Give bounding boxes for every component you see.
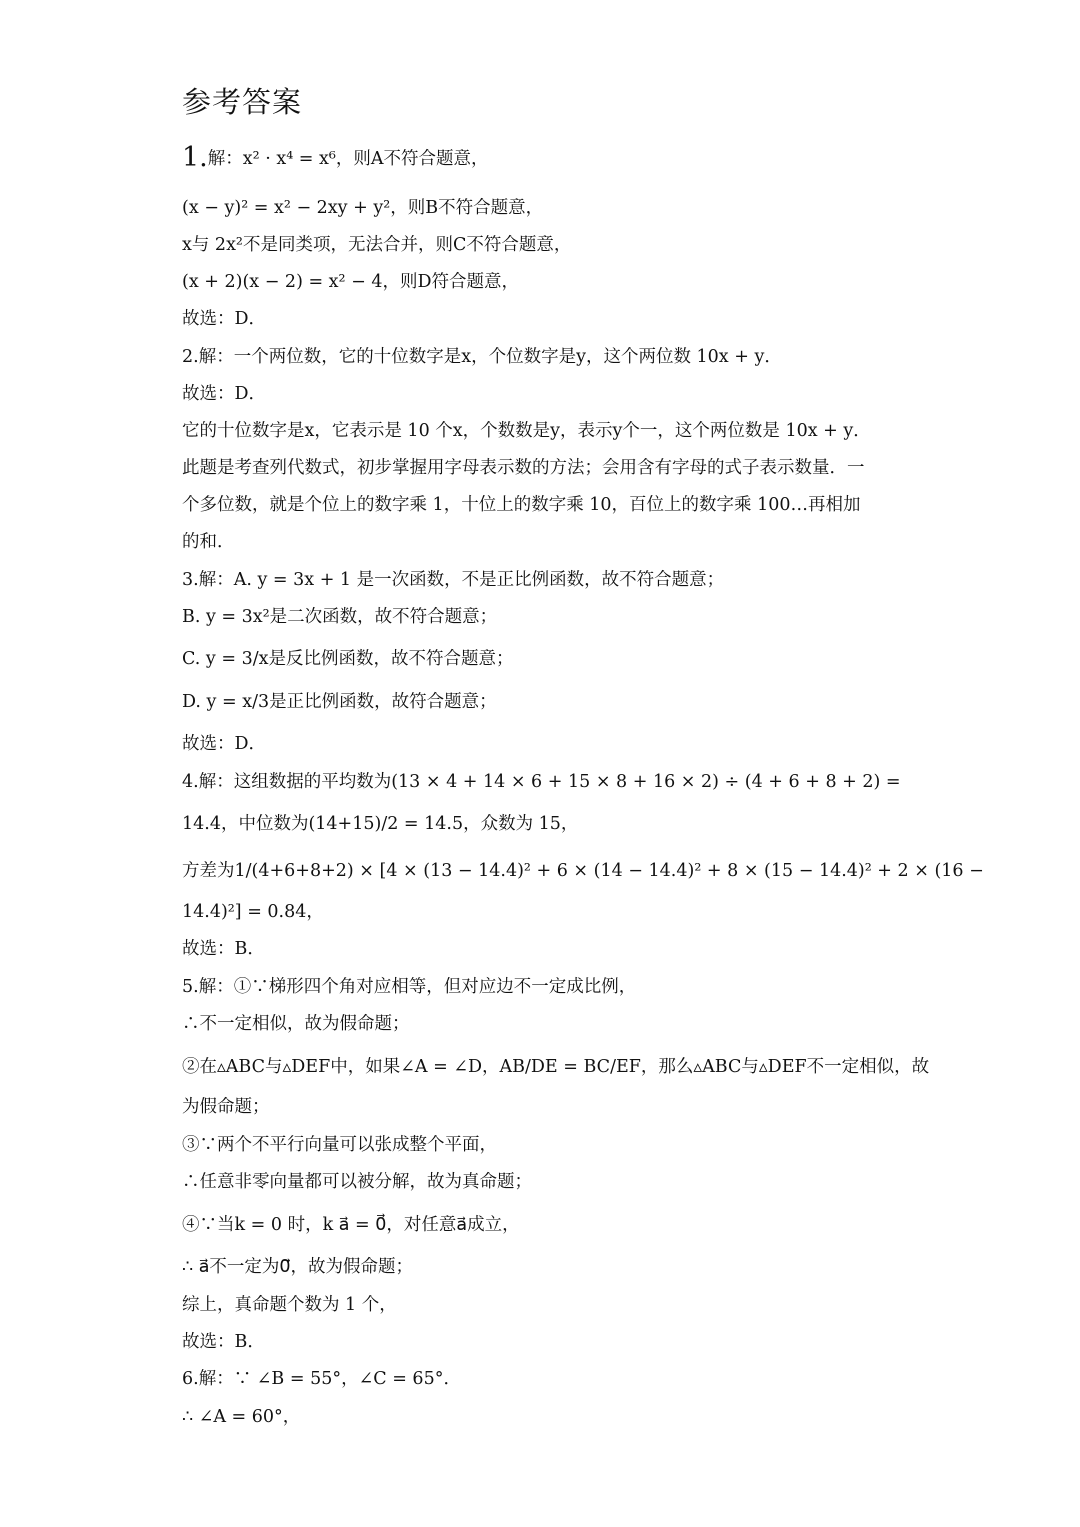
- answer-line: ∴ ∠A = 60°，: [182, 1407, 301, 1427]
- answer-line: x与 2x²不是同类项，无法合并，则C不符合题意，: [182, 235, 572, 255]
- answer-line: 6.解：∵ ∠B = 55°，∠C = 65°．: [182, 1369, 461, 1389]
- answer-line: 5.解：①∵梯形四个角对应相等，但对应边不一定成比例，: [182, 977, 637, 997]
- question-number: 1.: [182, 142, 208, 173]
- answer-line: ②在▵ABC与▵DEF中，如果∠A = ∠D，AB/DE = BC/EF，那么▵ABC与▵DEF不一定相似，故: [182, 1057, 930, 1077]
- answer-line: 故选：B．: [182, 1332, 265, 1352]
- answer-text: 解：x² · x⁴ = x⁶，则A不符合题意，: [207, 149, 489, 169]
- answer-line: 方差为1/(4+6+8+2) × [4 × (13 − 14.4)² + 6 × (14 − 14.4)² + 8 × (15 − 14.4)² + 2 × (16 −: [182, 861, 984, 881]
- answer-line: 故选：D．: [182, 384, 267, 404]
- answer-line: 故选：B．: [182, 939, 265, 959]
- answer-line: (x + 2)(x − 2) = x² − 4，则D符合题意，: [182, 272, 520, 292]
- answer-line: (x − y)² = x² − 2xy + y²，则B不符合题意，: [182, 198, 544, 218]
- answer-line: 2.解：一个两位数，它的十位数字是x，个位数字是y，这个两位数 10x + y．: [182, 347, 782, 367]
- answer-line: 4.解：这组数据的平均数为(13 × 4 + 14 × 6 + 15 × 8 + 16 × 2) ÷ (4 + 6 + 8 + 2) =: [182, 772, 901, 792]
- answer-line: 3.解：A. y = 3x + 1 是一次函数，不是正比例函数，故不符合题意；: [182, 570, 725, 590]
- answer-line: [182, 142, 489, 173]
- answer-line: 综上，真命题个数为 1 个，: [182, 1295, 397, 1315]
- answer-line: ∴任意非零向量都可以被分解，故为真命题；: [182, 1172, 532, 1192]
- answer-line: 的和．: [182, 532, 235, 552]
- answer-line: B. y = 3x²是二次函数，故不符合题意；: [182, 607, 498, 627]
- answer-line: 为假命题；: [182, 1097, 270, 1117]
- answer-line: 14.4)²] = 0.84，: [182, 902, 324, 922]
- page-title: 参考答案: [182, 85, 303, 119]
- answer-line: 个多位数，就是个位上的数字乘 1，十位上的数字乘 10，百位上的数字乘 100…再相加: [182, 495, 861, 515]
- answer-line: ③∵两个不平行向量可以张成整个平面，: [182, 1135, 497, 1155]
- answer-line: ∴不一定相似，故为假命题；: [182, 1014, 410, 1034]
- answer-line: 此题是考查列代数式，初步掌握用字母表示数的方法；会用含有字母的式子表示数量．一: [182, 458, 865, 478]
- answer-line: D. y = x/3是正比例函数，故符合题意；: [182, 692, 497, 712]
- answer-line: ④∵当k = 0 时，k a⃗ = 0⃗，对任意a⃗成立，: [182, 1215, 520, 1235]
- answer-line: 它的十位数字是x，它表示是 10 个x，个数数是y，表示y个一，这个两位数是 10x + y．: [182, 421, 871, 441]
- answer-line: 14.4，中位数为(14+15)/2 = 14.5，众数为 15，: [182, 814, 579, 834]
- answer-line: 故选：D．: [182, 734, 267, 754]
- answer-line: 故选：D．: [182, 309, 267, 329]
- answer-line: ∴ a⃗不一定为0⃗，故为假命题；: [182, 1257, 414, 1277]
- answer-line: C. y = 3/x是反比例函数，故不符合题意；: [182, 649, 514, 669]
